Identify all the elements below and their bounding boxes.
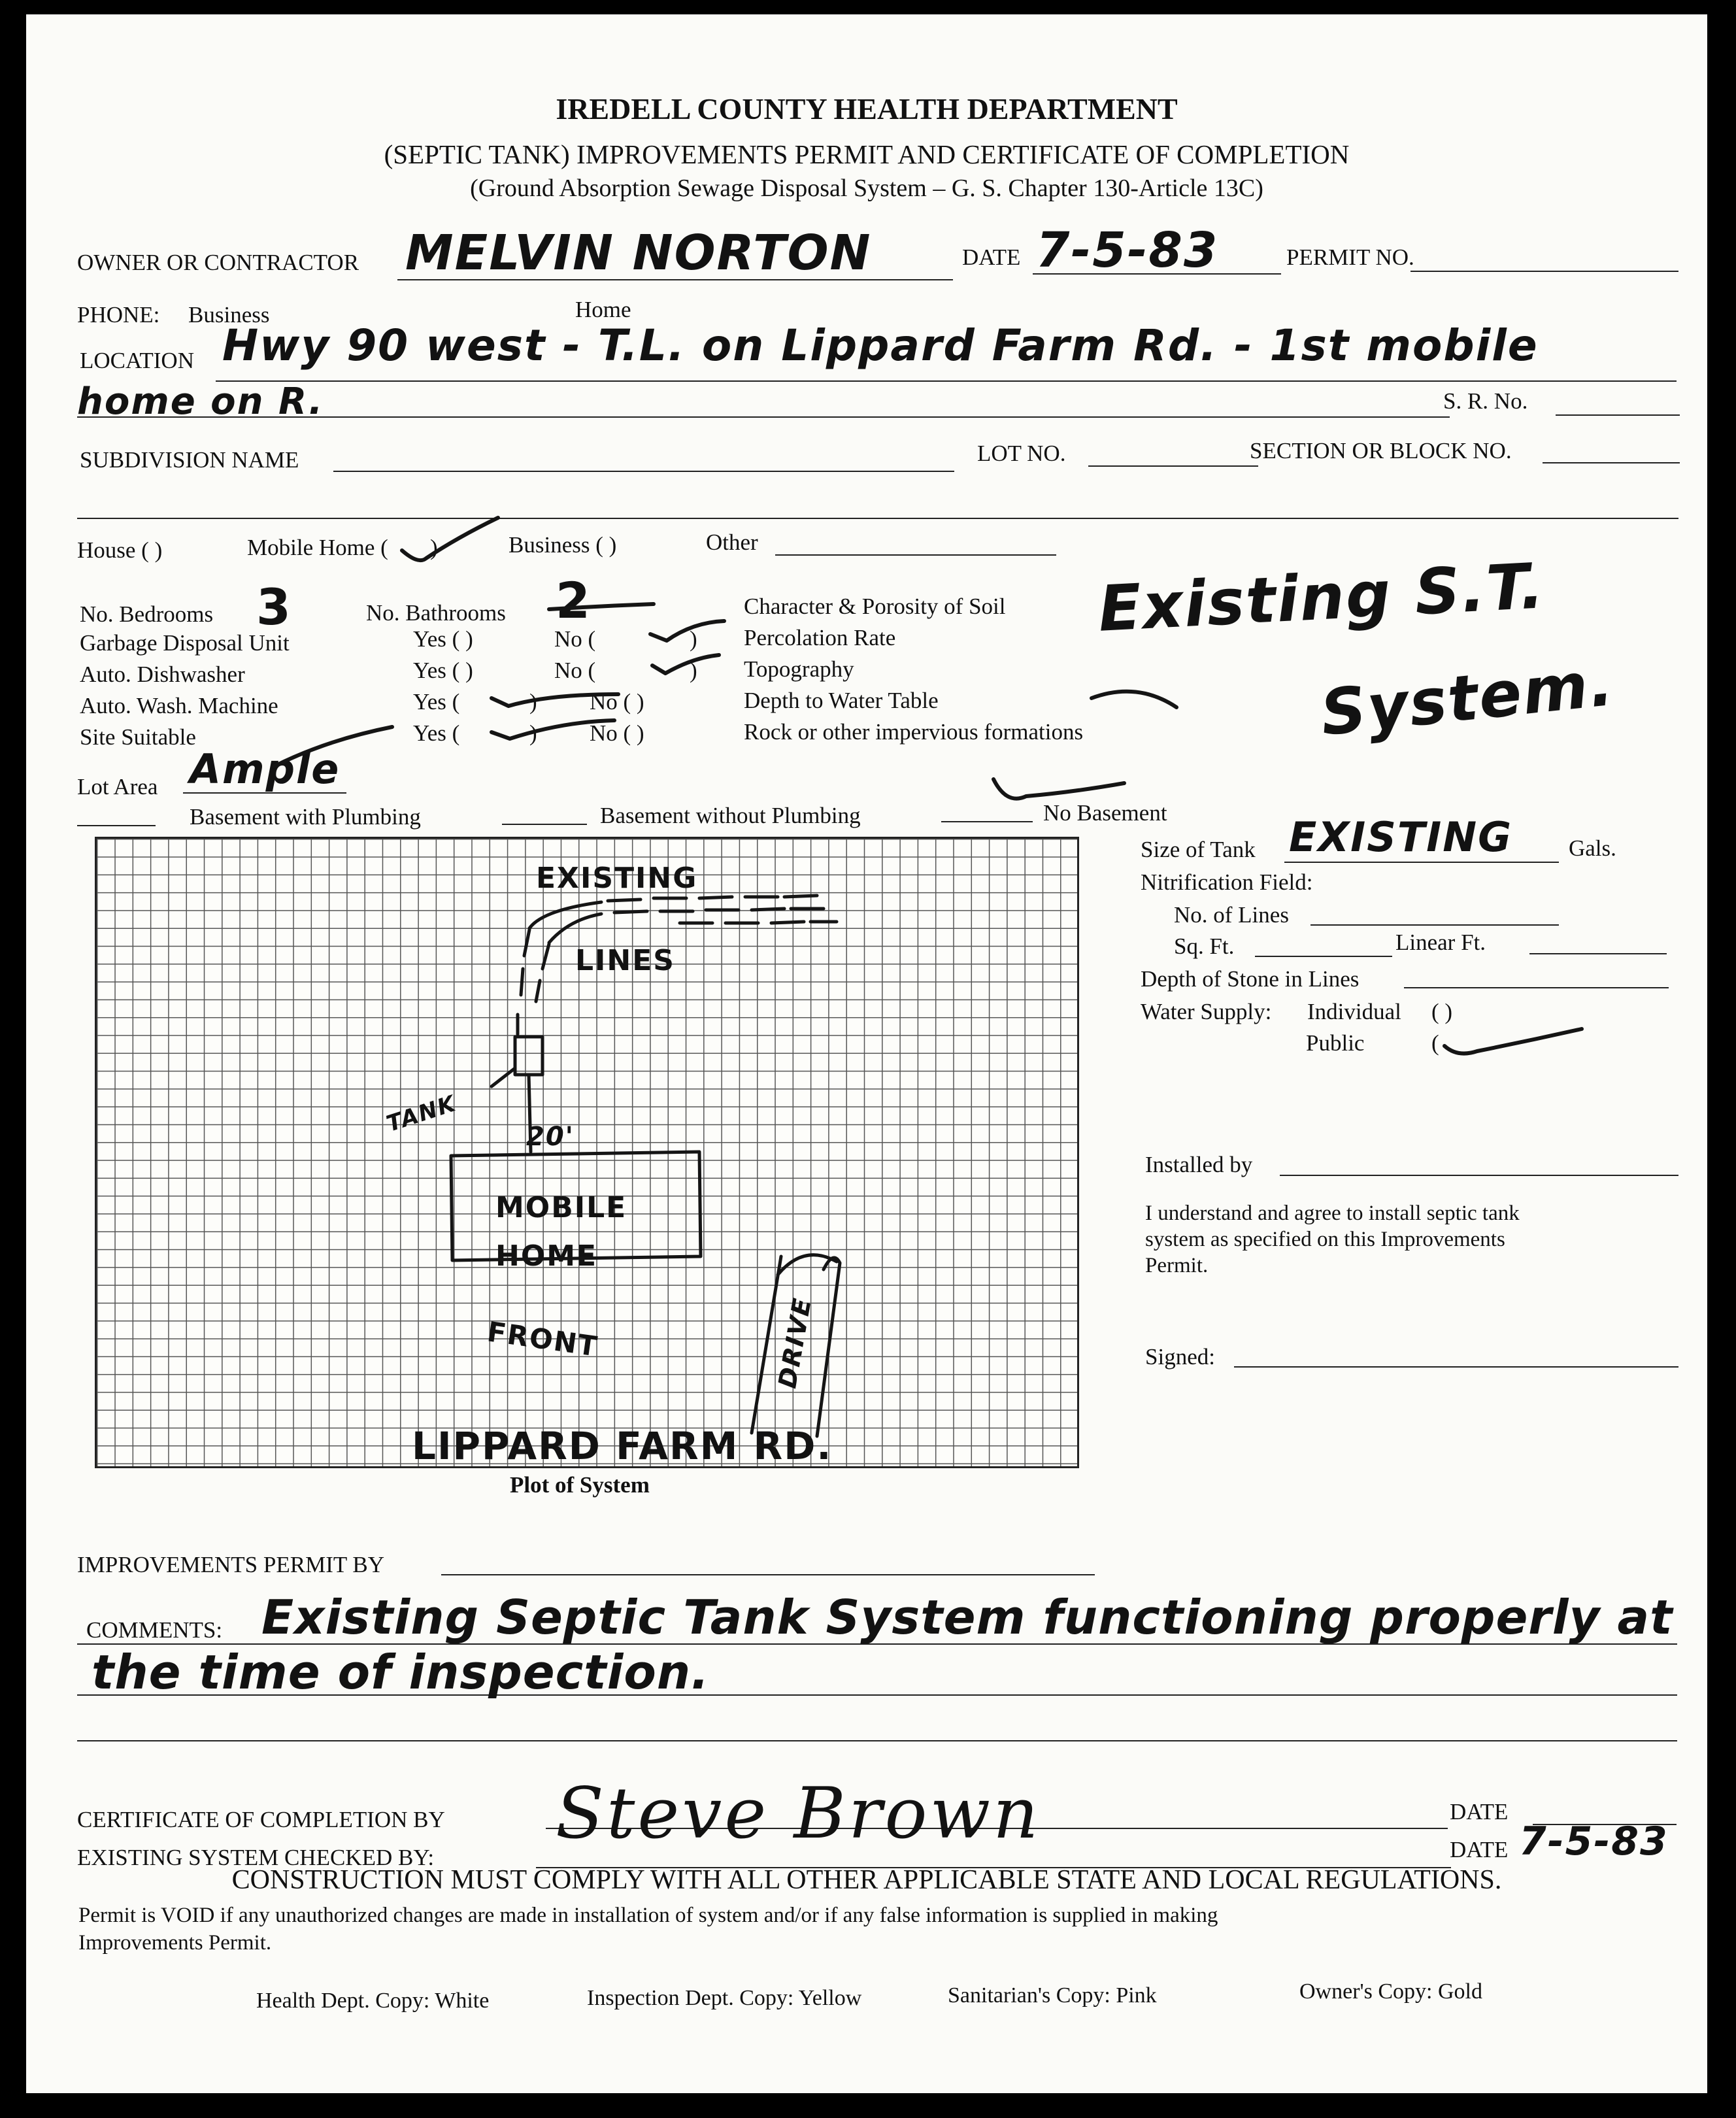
- pipe-to-lines-2: [536, 944, 549, 1001]
- date-value: 7-5-83: [1036, 222, 1219, 278]
- bathrooms-underline: [549, 604, 654, 609]
- site-suitable-label: Site Suitable: [80, 724, 196, 750]
- copy-sanitarian: Sanitarian's Copy: Pink: [948, 1983, 1157, 2008]
- existing-date-label: DATE: [1450, 1837, 1509, 1862]
- dishwasher-label: Auto. Dishwasher: [80, 662, 245, 687]
- location-label: LOCATION: [80, 348, 194, 373]
- drive-lines: [752, 1256, 840, 1436]
- washing-machine-yes: Yes (: [413, 689, 460, 714]
- section-label: SECTION OR BLOCK NO.: [1250, 438, 1512, 463]
- existing-lines-dashed-3: [680, 922, 837, 923]
- lines-count-label: No. of Lines: [1174, 902, 1289, 928]
- owner-label: OWNER OR CONTRACTOR: [77, 250, 359, 275]
- existing-lines-dashed-2: [549, 909, 824, 943]
- statute-reference: (Ground Absorption Sewage Disposal System – G. S. Chapter 130-Article 13C): [470, 175, 1263, 202]
- copy-owner: Owner's Copy: Gold: [1299, 1979, 1483, 2004]
- linear-ft-label: Linear Ft.: [1395, 930, 1486, 955]
- phone-home-label: Home: [575, 297, 631, 322]
- comments-value-line1: Existing Septic Tank System functioning properly at: [261, 1590, 1673, 1645]
- percolation-rate-label: Percolation Rate: [744, 625, 896, 650]
- no-basement-checkmark: [993, 779, 1124, 799]
- sr-no-label: S. R. No.: [1443, 388, 1528, 414]
- permit-title: (SEPTIC TANK) IMPROVEMENTS PERMIT AND CERTIFICATE OF COMPLETION: [384, 139, 1350, 169]
- soil-value-line1: Existing S.T.: [1096, 549, 1547, 646]
- existing-checked-label: EXISTING SYSTEM CHECKED BY:: [77, 1845, 435, 1870]
- mobile-home-checkmark: [402, 518, 498, 560]
- bathrooms-label: No. Bathrooms: [366, 600, 506, 626]
- plot-drive-label: DRIVE: [773, 1295, 818, 1390]
- water-public-box: (: [1431, 1030, 1439, 1056]
- installed-by-label: Installed by: [1145, 1152, 1253, 1177]
- plot-distance-label: 20': [526, 1122, 575, 1152]
- tank-size-label: Size of Tank: [1141, 837, 1256, 862]
- soil-character-label: Character & Porosity of Soil: [744, 594, 1006, 619]
- tank-to-home-line: [529, 1075, 531, 1152]
- lot-area-label: Lot Area: [77, 774, 158, 799]
- location-value-line2: home on R.: [77, 380, 324, 423]
- mobile-home-box: [451, 1152, 701, 1260]
- dishwasher-no-checkmark: [652, 655, 719, 673]
- business-option: Business ( ): [509, 532, 617, 558]
- plot-home-label: HOME: [495, 1239, 598, 1273]
- construction-notice: CONSTRUCTION MUST COMPLY WITH ALL OTHER APPLICABLE STATE AND LOCAL REGULATIONS.: [231, 1865, 1502, 1895]
- handwriting-marks: [26, 14, 1707, 2093]
- subdivision-label: SUBDIVISION NAME: [80, 447, 299, 473]
- plot-front-label: FRONT: [485, 1315, 601, 1363]
- plot-existing-label: EXISTING: [536, 862, 698, 895]
- comments-label: COMMENTS:: [86, 1617, 223, 1643]
- washing-machine-no: No ( ): [590, 689, 644, 714]
- certificate-label: CERTIFICATE OF COMPLETION BY: [77, 1807, 445, 1832]
- existing-date-value: 7-5-83: [1519, 1819, 1669, 1864]
- phone-label: PHONE:: [77, 302, 160, 328]
- basement-with-plumbing: Basement with Plumbing: [190, 804, 421, 830]
- house-option: House ( ): [77, 537, 163, 563]
- washer-yes-checkmark: [492, 694, 618, 706]
- no-basement: No Basement: [1043, 800, 1167, 826]
- garbage-disposal-yes: Yes ( ): [413, 626, 473, 652]
- improvements-permit-by-label: IMPROVEMENTS PERMIT BY: [77, 1552, 384, 1577]
- mobile-home-close: ): [430, 535, 438, 560]
- garbage-disposal-no: No (: [554, 626, 596, 652]
- water-table-label: Depth to Water Table: [744, 688, 939, 713]
- pipe-to-lines: [518, 930, 529, 1034]
- tank-pointer: [492, 1068, 515, 1086]
- phone-business-label: Business: [188, 302, 270, 328]
- plot-road-label: LIPPARD FARM RD.: [412, 1424, 833, 1468]
- site-yes-checkmark: [492, 720, 614, 739]
- public-water-checkmark: [1444, 1029, 1582, 1054]
- certificate-date-label: DATE: [1450, 1799, 1509, 1824]
- owner-value: MELVIN NORTON: [405, 225, 872, 281]
- water-supply-label: Water Supply:: [1141, 999, 1272, 1024]
- site-suitable-yes: Yes (: [413, 720, 460, 746]
- plot-tank-label: TANK: [383, 1090, 460, 1137]
- comments-value-line2: the time of inspection.: [92, 1645, 710, 1700]
- water-individual-label: Individual: [1307, 999, 1401, 1024]
- plot-lines-label: LINES: [575, 944, 675, 977]
- sq-ft-label: Sq. Ft.: [1174, 933, 1235, 959]
- other-option: Other: [706, 530, 758, 555]
- agreement-line1: I understand and agree to install septic tank: [1145, 1202, 1520, 1225]
- tank-gals-label: Gals.: [1569, 835, 1616, 861]
- water-public-label: Public: [1306, 1030, 1365, 1056]
- site-suitable-no: No ( ): [590, 720, 644, 746]
- void-notice-line1: Permit is VOID if any unauthorized changes are made in installation of system and/or if any false information is supplied in making: [78, 1904, 1218, 1927]
- plot-mobile-label: MOBILE: [495, 1191, 627, 1224]
- soil-flourish: [1092, 692, 1177, 707]
- signed-label: Signed:: [1145, 1344, 1215, 1370]
- lot-area-value: Ample: [190, 745, 341, 793]
- basement-without-plumbing: Basement without Plumbing: [600, 803, 861, 828]
- permit-no-label: PERMIT NO.: [1286, 244, 1414, 270]
- plot-caption: Plot of System: [510, 1472, 650, 1498]
- site-suitable-yes-close: ): [529, 720, 537, 746]
- mobile-home-option: Mobile Home (: [247, 535, 388, 560]
- department-title: IREDELL COUNTY HEALTH DEPARTMENT: [556, 92, 1178, 126]
- garbage-disposal-no-close: ): [690, 626, 697, 652]
- copy-inspection: Inspection Dept. Copy: Yellow: [587, 1986, 862, 2010]
- inspector-signature: Steve Brown: [556, 1773, 1041, 1855]
- nitrification-label: Nitrification Field:: [1141, 869, 1313, 895]
- bathrooms-value: 2: [556, 571, 592, 630]
- water-individual-box: ( ): [1431, 999, 1453, 1024]
- dishwasher-yes: Yes ( ): [413, 658, 473, 683]
- agreement-line2: system as specified on this Improvements: [1145, 1228, 1505, 1251]
- void-notice-line2: Improvements Permit.: [78, 1931, 272, 1955]
- date-label: DATE: [962, 244, 1021, 270]
- dishwasher-no: No (: [554, 658, 596, 683]
- tank-box: [515, 1037, 542, 1075]
- lot-no-label: LOT NO.: [977, 441, 1066, 466]
- topography-label: Topography: [744, 656, 854, 682]
- lot-area-flourish: [275, 727, 392, 766]
- agreement-line3: Permit.: [1145, 1254, 1209, 1277]
- tank-size-value: EXISTING: [1289, 813, 1513, 861]
- permit-document: [26, 14, 1707, 2093]
- rock-formations-label: Rock or other impervious formations: [744, 719, 1084, 745]
- dishwasher-no-close: ): [690, 658, 697, 683]
- location-value-line1: Hwy 90 west - T.L. on Lippard Farm Rd. - 1st mobile: [222, 320, 1539, 371]
- washing-machine-label: Auto. Wash. Machine: [80, 693, 278, 718]
- garbage-disposal-label: Garbage Disposal Unit: [80, 630, 290, 656]
- bedrooms-value: 3: [256, 578, 292, 636]
- washing-machine-yes-close: ): [529, 689, 537, 714]
- copy-health: Health Dept. Copy: White: [256, 1989, 490, 2013]
- soil-value-line2: System.: [1317, 646, 1618, 750]
- stone-depth-label: Depth of Stone in Lines: [1141, 966, 1360, 992]
- garbage-no-checkmark: [650, 621, 724, 641]
- bedrooms-label: No. Bedrooms: [80, 601, 214, 627]
